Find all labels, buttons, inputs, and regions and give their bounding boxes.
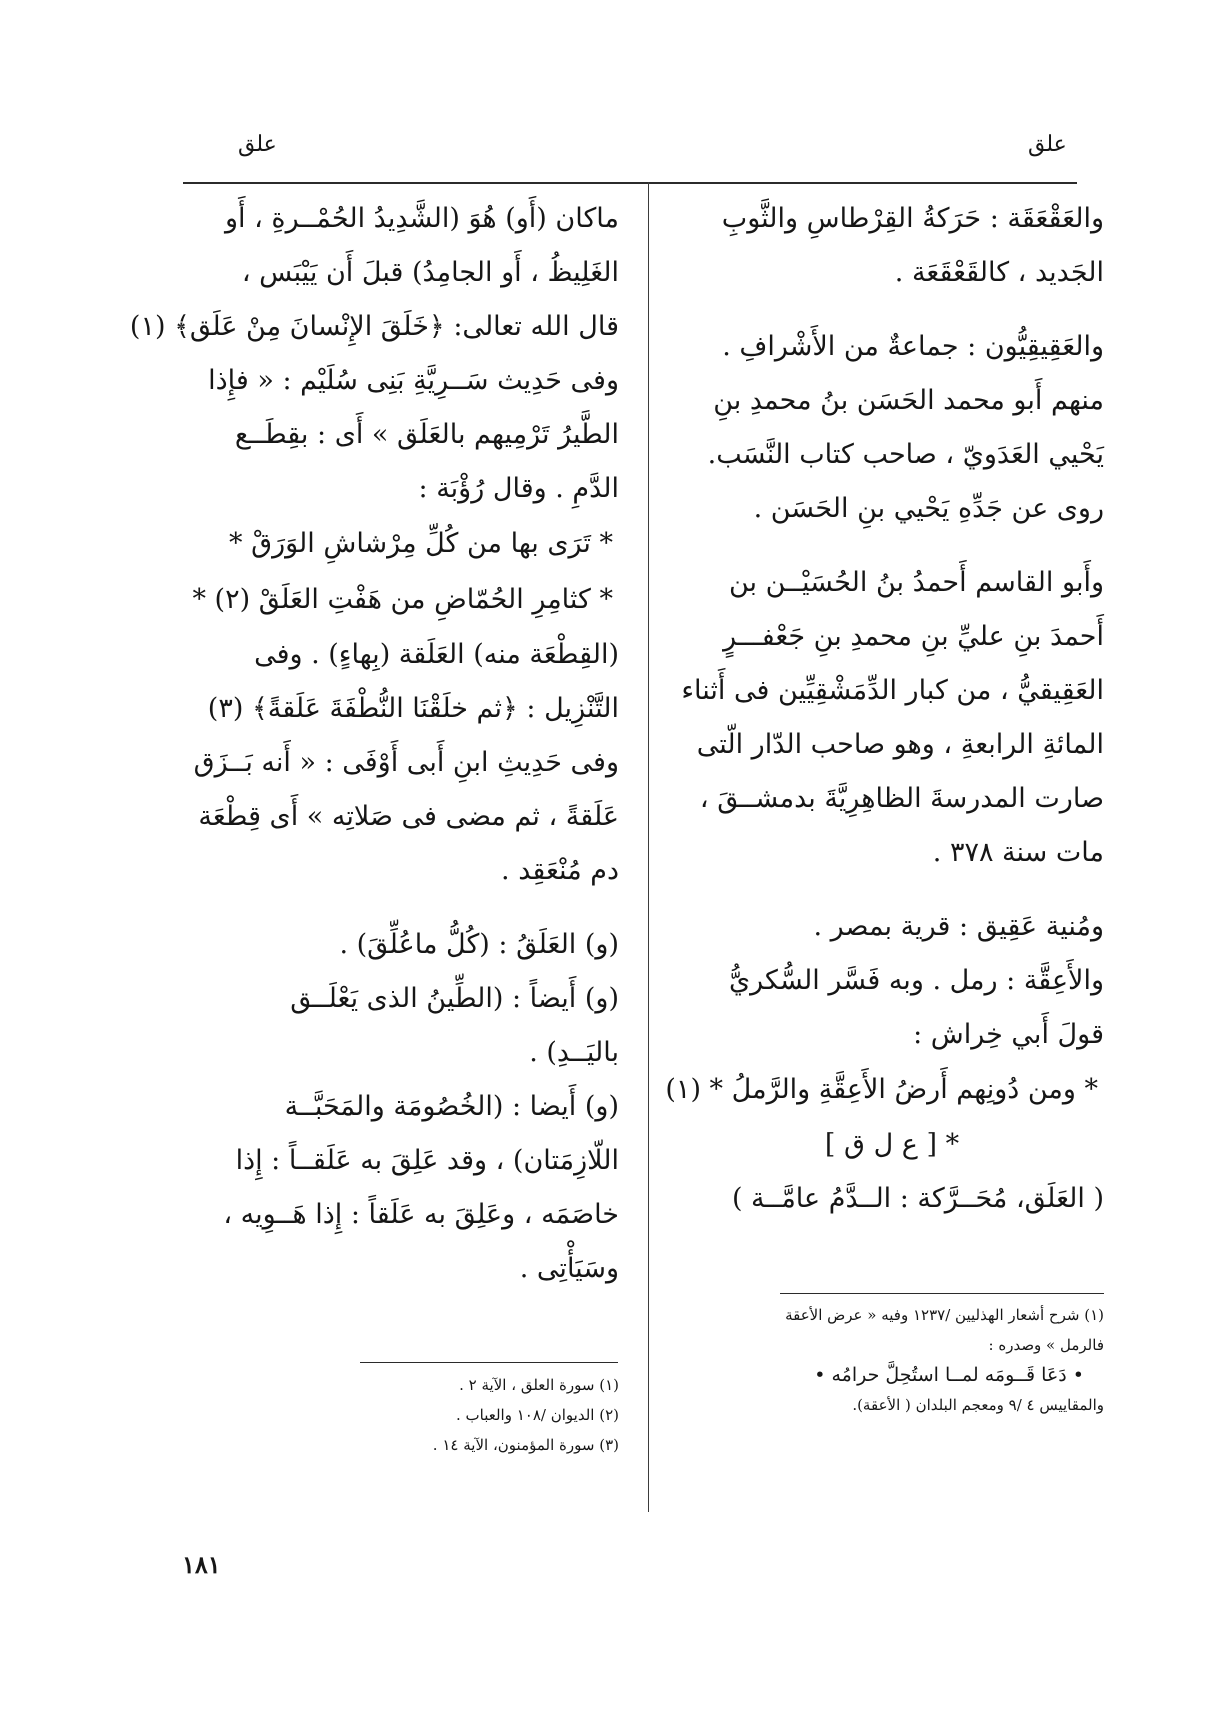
definition-line: ( العَلَق، مُحَــرَّكة : الــدَّمُ عامَّــة ) <box>731 1183 1104 1214</box>
text-line: الدَّمِ . وقال رُؤْبَة : <box>418 473 619 504</box>
text-line: والعَقِيقِيُّون : جماعةٌ من الأَشْرافِ . <box>722 331 1104 362</box>
text-line: روى عن جَدِّهِ يَحْيي بنِ الحَسَن . <box>753 493 1104 524</box>
text-line: (و) العَلَقُ : (كُلُّ ماعُلِّقَ) . <box>339 929 619 960</box>
footnote: (١) شرح أشعار الهذليين /١٢٣٧ وفيه « عرض الأعقة <box>785 1306 1104 1324</box>
text-line: مات سنة ٣٧٨ . <box>932 837 1104 868</box>
text-line: قال الله تعالى: ﴿خَلَقَ الإِنْسانَ مِنْ عَلَق﴾ (١) <box>129 311 619 342</box>
poetry-verse: * ومن دُونِهم أَرضُ الأَعِقَّةِ والرَّملُ * (١) <box>665 1074 1098 1105</box>
text-line: الطَّيرُ تَرْمِيهم بالعَلَق » أَى : بقِطَــع <box>234 419 619 450</box>
text-line: ماكان (أَو) هُوَ (الشَّدِيدُ الحُمْــرةِ ، أَو <box>225 203 619 234</box>
running-header-right: علق <box>1028 132 1067 157</box>
text-line: وفى حَدِيثِ ابنِ أَبى أَوْفَى : « أَنه بَــزَق <box>193 747 619 778</box>
column-divider <box>648 182 649 1512</box>
paragraph-gap <box>183 898 619 918</box>
footnotes-left <box>183 1370 619 1460</box>
text-line: (و) أَيضاً : (الطِّينُ الذى يَعْلَــق <box>290 983 619 1014</box>
text-line: الغَلِيظُ ، أَو الجامِدُ) قبلَ أَن يَيْبَس ، <box>241 257 619 288</box>
left-column <box>129 192 619 1296</box>
text-line: (القِطْعَة منه) العَلَقة (بِهاءٍ) . وفى <box>254 639 619 670</box>
poetry-verse: * تَرَى بها من كُلِّ مِرْشاشِ الوَرَقْ * <box>229 528 613 559</box>
text-line: العَقِيقيُّ ، من كبار الدِّمَشْقِيِّين فى أَثناء <box>681 675 1104 706</box>
text-line: اللّازِمَتان) ، وقد عَلِقَ به عَلَقــاً : إِذا <box>235 1145 619 1176</box>
footnote: (١) سورة العلق ، الآية ٢ . <box>459 1376 619 1394</box>
footnote: فالرمل » وصدره : <box>988 1336 1104 1354</box>
footnote-verse: • دَعَا قَــومَه لمــا استُحِلَّ حرامُه • <box>814 1364 1084 1386</box>
text-line: والأَعِقَّة : رمل . وبه فَسَّر السُّكريُّ <box>729 965 1104 996</box>
footnote: والمقاييس ٤ /٩ ومعجم البلدان ( الأعقة). <box>852 1396 1104 1414</box>
footnote: (٣) سورة المؤمنون، الآية ١٤ . <box>432 1436 619 1454</box>
footnote-rule-left <box>360 1362 618 1363</box>
text-line: باليَــدِ) . <box>529 1037 619 1068</box>
text-line: دم مُنْعَقِد . <box>501 855 619 886</box>
text-line: وفى حَدِيث سَــرِيَّةِ بَنِى سُلَيْم : « فإِذا <box>208 365 619 396</box>
right-column <box>665 192 1104 1226</box>
text-line: أَحمدَ بنِ عليِّ بنِ محمدِ بنِ جَعْفـــرٍ <box>723 621 1104 652</box>
header-rule <box>183 182 1077 184</box>
root-heading: * [ ع ل ق ] <box>824 1129 960 1160</box>
paragraph-gap <box>680 536 1104 556</box>
paragraph-gap <box>680 880 1104 900</box>
page-number: ١٨١ <box>182 1550 221 1579</box>
footnote-rule-right <box>780 1293 1104 1294</box>
paragraph-gap <box>680 300 1104 320</box>
poetry-verse: * كثامِرِ الحُمّاضِ من هَفْتِ العَلَقْ (٢) * <box>192 584 613 615</box>
text-line: قولَ أَبي خِراش : <box>913 1019 1104 1050</box>
text-line: (و) أَيضا : (الخُصُومَة والمَحَبَّــة <box>284 1091 619 1122</box>
text-line: الجَديد ، كالقَعْقَعَة . <box>894 257 1104 288</box>
text-line: والعَقْعَقَة : حَرَكةُ القِرْطاسِ والثَّوبِ <box>721 203 1104 234</box>
text-line: المائةِ الرابعةِ ، وهو صاحب الدّار الّتى <box>696 729 1104 760</box>
text-line: ومُنية عَقِيق : قرية بمصر . <box>813 911 1104 942</box>
text-line: يَحْيي العَدَويّ ، صاحب كتاب النَّسَب. <box>707 439 1104 470</box>
text-line: خاصَمَه ، وعَلِقَ به عَلَقاً : إِذا هَــوِيه ، <box>223 1199 619 1230</box>
text-line: وسَيَأْتِى . <box>519 1253 619 1284</box>
running-header-left: علق <box>238 132 277 157</box>
text-line: التَّنْزِيل : ﴿ثم خلَقْنَا النُّطْفَةَ عَلَقةً﴾ (٣) <box>207 693 619 724</box>
text-line: صارت المدرسةَ الظاهِرِيَّةَ بدمشــقَ ، <box>699 783 1104 814</box>
text-line: عَلَقةً ، ثم مضى فى صَلاتِه » أَى قِطْعَة <box>198 801 619 832</box>
footnotes-right <box>680 1300 1104 1420</box>
text-line: منهم أَبو محمد الحَسَن بنُ محمدِ بنِ <box>713 385 1104 416</box>
text-line: وأَبو القاسم أَحمدُ بنُ الحُسَيْــن بن <box>729 567 1104 598</box>
footnote: (٢) الديوان /١٠٨ والعباب . <box>455 1406 619 1424</box>
